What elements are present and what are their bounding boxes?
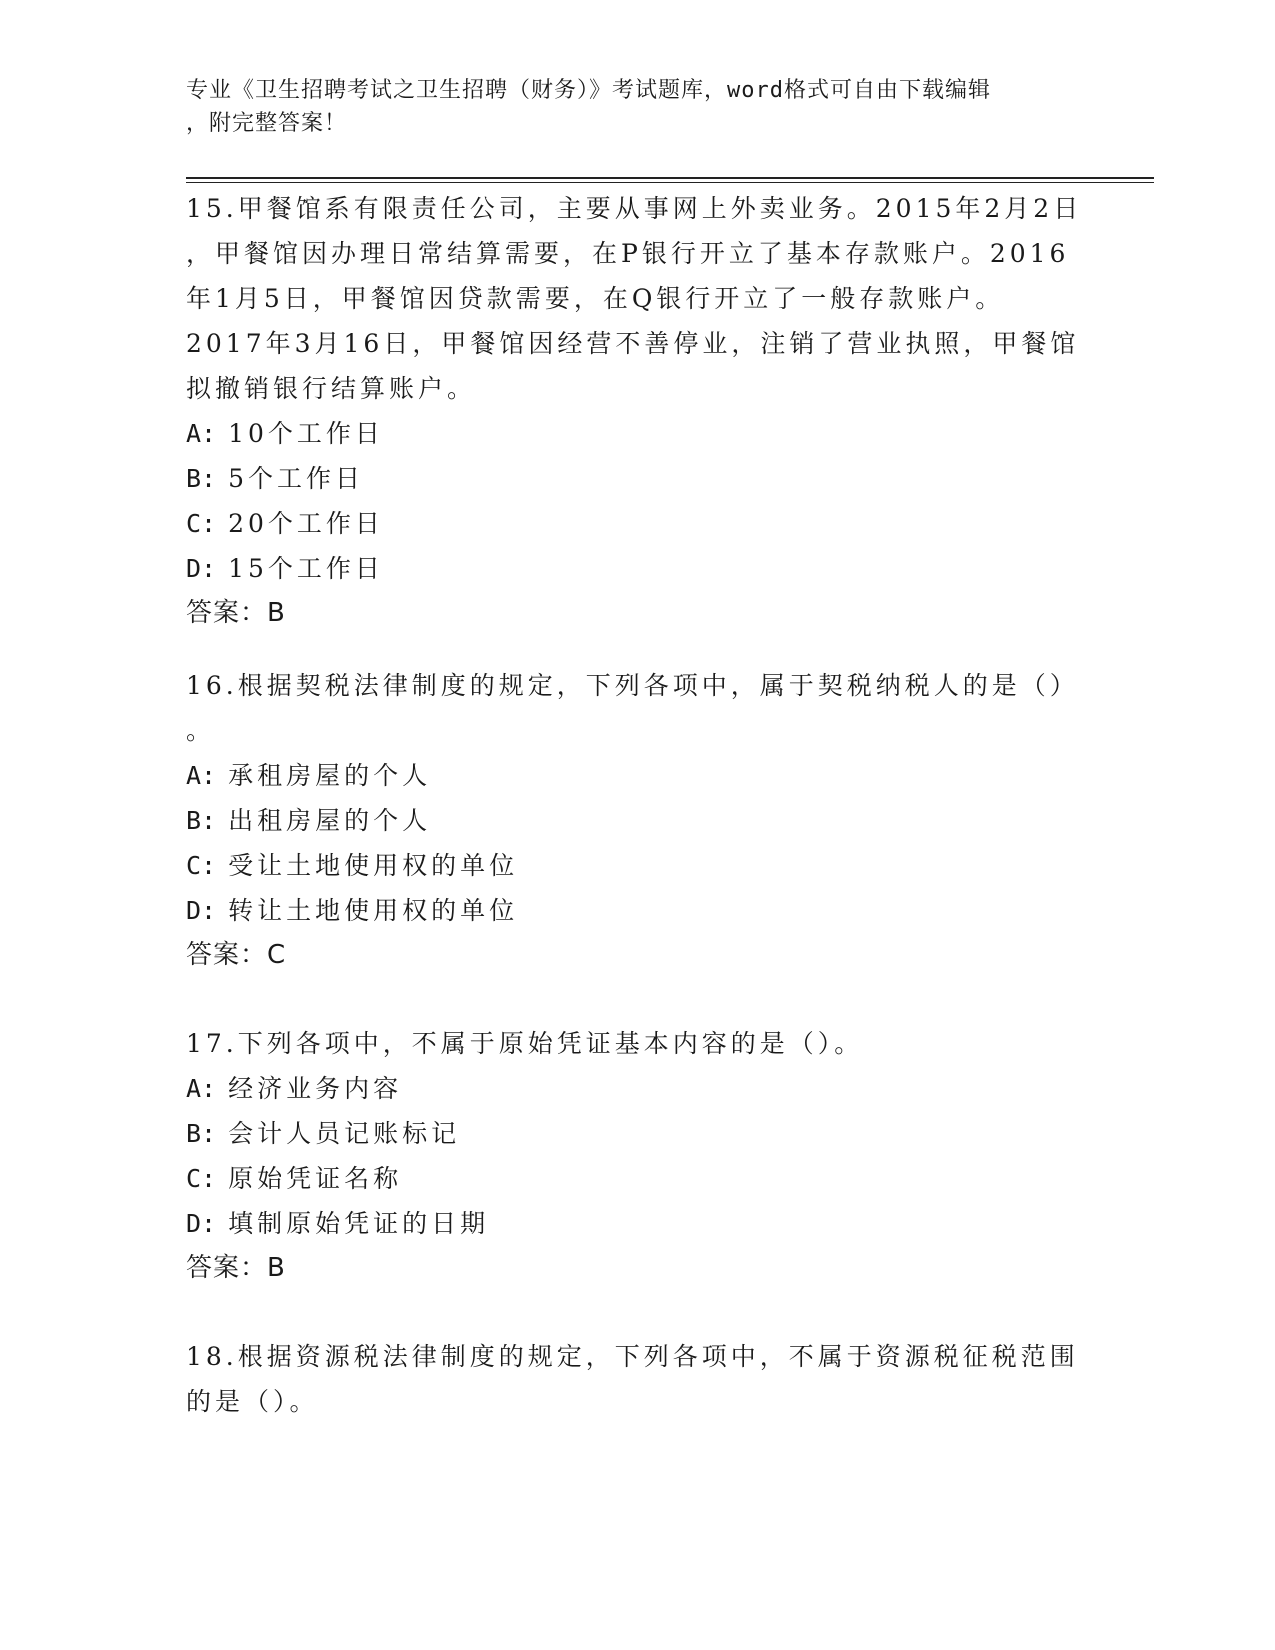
option-text: 填制原始凭证的日期 bbox=[228, 1209, 490, 1238]
option-a bbox=[186, 411, 1086, 456]
option-text: 出租房屋的个人 bbox=[228, 806, 432, 835]
answer-line: 答案：B bbox=[186, 1253, 286, 1283]
option-b bbox=[186, 456, 1086, 501]
option-label: A: bbox=[186, 1074, 217, 1103]
option-text: 15个工作日 bbox=[228, 554, 384, 583]
option-label: A: bbox=[186, 761, 217, 790]
question-18 bbox=[186, 1334, 1086, 1424]
option-c bbox=[186, 1156, 1086, 1201]
option-a bbox=[186, 1066, 1086, 1111]
question-line: 16.根据契税法律制度的规定，下列各项中，属于契税纳税人的是（） bbox=[186, 671, 1079, 700]
option-label: C: bbox=[186, 851, 217, 880]
question-line: 拟撤销银行结算账户。 bbox=[186, 374, 477, 403]
header-divider-thin bbox=[186, 182, 1154, 183]
option-c bbox=[186, 843, 1086, 888]
option-text: 受让土地使用权的单位 bbox=[228, 851, 519, 880]
option-b bbox=[186, 798, 1086, 843]
question-line: ，甲餐馆因办理日常结算需要，在P银行开立了基本存款账户。2016 bbox=[186, 239, 1070, 268]
answer-line: 答案：C bbox=[186, 940, 287, 970]
question-line: 的是（）。 bbox=[186, 1387, 319, 1416]
question-line: 。 bbox=[186, 716, 216, 745]
option-label: B: bbox=[186, 1119, 217, 1148]
option-d bbox=[186, 888, 1086, 933]
option-text: 会计人员记账标记 bbox=[228, 1119, 461, 1148]
option-label: B: bbox=[186, 806, 217, 835]
option-text: 承租房屋的个人 bbox=[228, 761, 432, 790]
option-label: D: bbox=[186, 554, 217, 583]
option-d bbox=[186, 546, 1086, 591]
question-17 bbox=[186, 1021, 1086, 1291]
option-text: 原始凭证名称 bbox=[228, 1164, 403, 1193]
option-a bbox=[186, 753, 1086, 798]
document-header bbox=[186, 74, 1066, 140]
option-label: C: bbox=[186, 509, 217, 538]
question-15 bbox=[186, 186, 1086, 636]
option-text: 经济业务内容 bbox=[228, 1074, 403, 1103]
option-label: A: bbox=[186, 419, 217, 448]
option-b bbox=[186, 1111, 1086, 1156]
header-divider bbox=[186, 177, 1154, 179]
question-line: 2017年3月16日，甲餐馆因经营不善停业，注销了营业执照，甲餐馆 bbox=[186, 329, 1080, 358]
option-text: 5个工作日 bbox=[228, 464, 364, 493]
option-text: 10个工作日 bbox=[228, 419, 384, 448]
option-label: B: bbox=[186, 464, 217, 493]
option-label: D: bbox=[186, 1209, 217, 1238]
option-d bbox=[186, 1201, 1086, 1246]
option-text: 20个工作日 bbox=[228, 509, 384, 538]
question-line: 15.甲餐馆系有限责任公司，主要从事网上外卖业务。2015年2月2日 bbox=[186, 194, 1083, 223]
question-line: 18.根据资源税法律制度的规定，下列各项中，不属于资源税征税范围 bbox=[186, 1342, 1079, 1371]
header-line-2: ，附完整答案！ bbox=[186, 111, 348, 136]
question-line: 17.下列各项中，不属于原始凭证基本内容的是（）。 bbox=[186, 1029, 864, 1058]
option-label: C: bbox=[186, 1164, 217, 1193]
option-text: 转让土地使用权的单位 bbox=[228, 896, 519, 925]
question-16 bbox=[186, 663, 1086, 978]
option-c bbox=[186, 501, 1086, 546]
question-line: 年1月5日，甲餐馆因贷款需要，在Q银行开立了一般存款账户。 bbox=[186, 284, 1005, 313]
answer-line: 答案：B bbox=[186, 598, 286, 628]
header-line-1: 专业《卫生招聘考试之卫生招聘（财务）》考试题库，word格式可自由下载编辑 bbox=[186, 78, 991, 103]
option-label: D: bbox=[186, 896, 217, 925]
